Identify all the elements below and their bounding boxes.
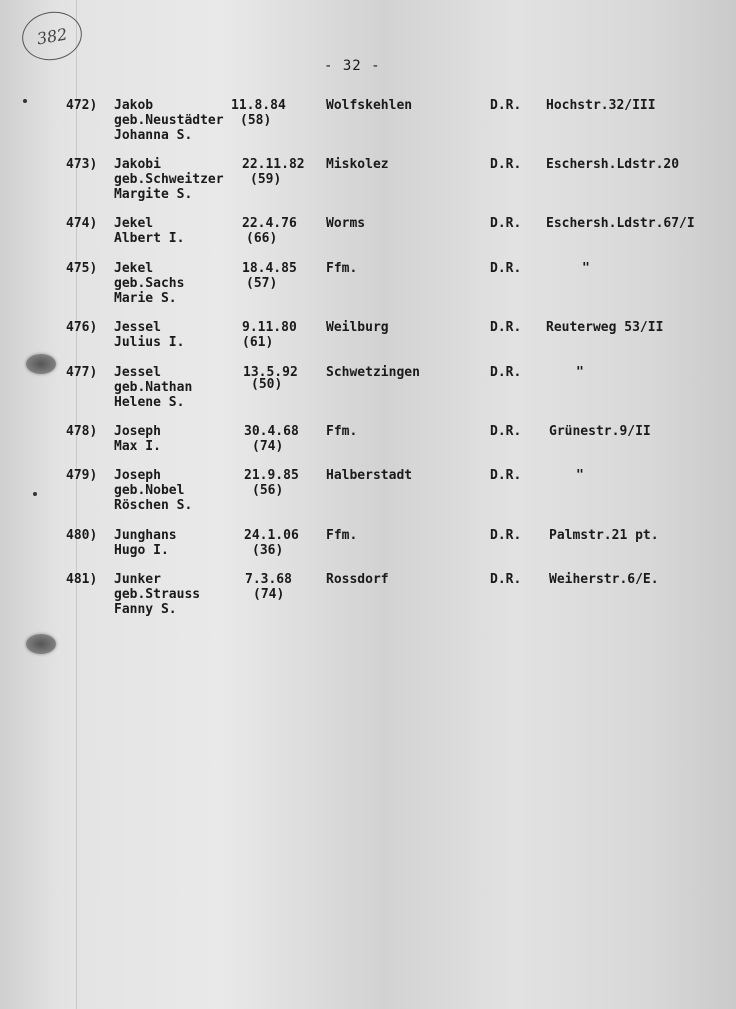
entry-status: D.R. bbox=[490, 320, 522, 335]
entry-birthplace: Miskolez bbox=[326, 157, 389, 172]
entry-surname: Joseph bbox=[114, 468, 161, 483]
margin-line bbox=[76, 0, 77, 1009]
entry-surname: Jekel bbox=[114, 261, 154, 276]
entry-name-line: geb.Nathan bbox=[114, 380, 193, 395]
entry-address: Eschersh.Ldstr.67/I bbox=[546, 216, 695, 231]
entry-status: D.R. bbox=[490, 424, 522, 439]
entry-name-line: Julius I. bbox=[114, 335, 185, 350]
ditto-mark: " bbox=[582, 261, 590, 276]
entry-age: (58) bbox=[240, 113, 272, 128]
entry-birthdate: 24.1.06 bbox=[244, 528, 299, 543]
entry-name-line: geb.Neustädter bbox=[114, 113, 224, 128]
entry-name-line: Röschen S. bbox=[114, 498, 193, 513]
entry-birthdate: 18.4.85 bbox=[242, 261, 297, 276]
entry-birthplace: Ffm. bbox=[326, 261, 358, 276]
entry-birthplace: Schwetzingen bbox=[326, 365, 420, 380]
entry-address: Reuterweg 53/II bbox=[546, 320, 664, 335]
entry-address: Grünestr.9/II bbox=[549, 424, 651, 439]
entry-number: 477) bbox=[66, 365, 98, 380]
punch-hole-icon bbox=[26, 354, 56, 374]
entry-age: (59) bbox=[250, 172, 282, 187]
punch-hole-icon bbox=[26, 634, 56, 654]
entry-surname: Jekel bbox=[114, 216, 154, 231]
entry-name-line: Marie S. bbox=[114, 291, 177, 306]
entry-birthplace: Weilburg bbox=[326, 320, 389, 335]
entry-address: Weiherstr.6/E. bbox=[549, 572, 659, 587]
entry-birthdate: 11.8.84 bbox=[231, 98, 286, 113]
entry-name-line: Hugo I. bbox=[114, 543, 169, 558]
entry-status: D.R. bbox=[490, 216, 522, 231]
entry-age: (36) bbox=[252, 543, 284, 558]
entry-name-line: geb.Sachs bbox=[114, 276, 185, 291]
entry-age: (57) bbox=[246, 276, 278, 291]
entry-address: Palmstr.21 pt. bbox=[549, 528, 659, 543]
entry-number: 472) bbox=[66, 98, 98, 113]
entry-birthplace: Halberstadt bbox=[326, 468, 413, 483]
ink-dot bbox=[33, 492, 37, 496]
entry-surname: Jakobi bbox=[114, 157, 161, 172]
entry-surname: Joseph bbox=[114, 424, 161, 439]
entry-number: 478) bbox=[66, 424, 98, 439]
entry-age: (56) bbox=[252, 483, 284, 498]
entry-birthplace: Ffm. bbox=[326, 424, 358, 439]
entry-number: 479) bbox=[66, 468, 98, 483]
entry-name-line: geb.Nobel bbox=[114, 483, 185, 498]
entry-age: (74) bbox=[253, 587, 285, 602]
entry-name-line: Albert I. bbox=[114, 231, 185, 246]
entry-name-line: Johanna S. bbox=[114, 128, 193, 143]
entry-status: D.R. bbox=[490, 468, 522, 483]
entry-number: 473) bbox=[66, 157, 98, 172]
entry-birthdate: 22.4.76 bbox=[242, 216, 297, 231]
entry-surname: Junghans bbox=[114, 528, 177, 543]
page-number: - 32 - bbox=[324, 58, 381, 74]
entry-surname: Junker bbox=[114, 572, 161, 587]
entry-birthplace: Rossdorf bbox=[326, 572, 389, 587]
entry-surname: Jessel bbox=[114, 320, 161, 335]
entry-birthplace: Ffm. bbox=[326, 528, 358, 543]
entry-status: D.R. bbox=[490, 157, 522, 172]
entry-status: D.R. bbox=[490, 365, 522, 380]
entry-number: 480) bbox=[66, 528, 98, 543]
entry-status: D.R. bbox=[490, 261, 522, 276]
entry-birthdate: 22.11.82 bbox=[242, 157, 305, 172]
entry-status: D.R. bbox=[490, 572, 522, 587]
entry-name-line: Margite S. bbox=[114, 187, 193, 202]
entry-name-line: Max I. bbox=[114, 439, 161, 454]
entry-status: D.R. bbox=[490, 528, 522, 543]
entry-number: 476) bbox=[66, 320, 98, 335]
archive-stamp: 382 bbox=[18, 7, 85, 65]
entry-number: 475) bbox=[66, 261, 98, 276]
entry-birthdate: 9.11.80 bbox=[242, 320, 297, 335]
entry-birthdate: 7.3.68 bbox=[245, 572, 292, 587]
entry-name-line: geb.Strauss bbox=[114, 587, 201, 602]
entry-age: (66) bbox=[246, 231, 278, 246]
entry-address: Eschersh.Ldstr.20 bbox=[546, 157, 680, 172]
entry-status: D.R. bbox=[490, 98, 522, 113]
entry-number: 481) bbox=[66, 572, 98, 587]
entry-birthplace: Wolfskehlen bbox=[326, 98, 413, 113]
entry-surname: Jakob bbox=[114, 98, 154, 113]
ditto-mark: " bbox=[576, 468, 584, 483]
ink-dot bbox=[23, 99, 27, 103]
entry-name-line: Helene S. bbox=[114, 395, 185, 410]
ditto-mark: " bbox=[576, 365, 584, 380]
entry-age: (50) bbox=[251, 377, 283, 392]
entry-address: Hochstr.32/III bbox=[546, 98, 656, 113]
entry-age: (61) bbox=[242, 335, 274, 350]
entry-name-line: Fanny S. bbox=[114, 602, 177, 617]
entry-birthdate: 21.9.85 bbox=[244, 468, 299, 483]
entry-age: (74) bbox=[252, 439, 284, 454]
entry-number: 474) bbox=[66, 216, 98, 231]
entry-name-line: geb.Schweitzer bbox=[114, 172, 224, 187]
entry-birthdate: 13.5.92 bbox=[243, 365, 298, 380]
entry-birthdate: 30.4.68 bbox=[244, 424, 299, 439]
entry-birthplace: Worms bbox=[326, 216, 366, 231]
entry-surname: Jessel bbox=[114, 365, 161, 380]
